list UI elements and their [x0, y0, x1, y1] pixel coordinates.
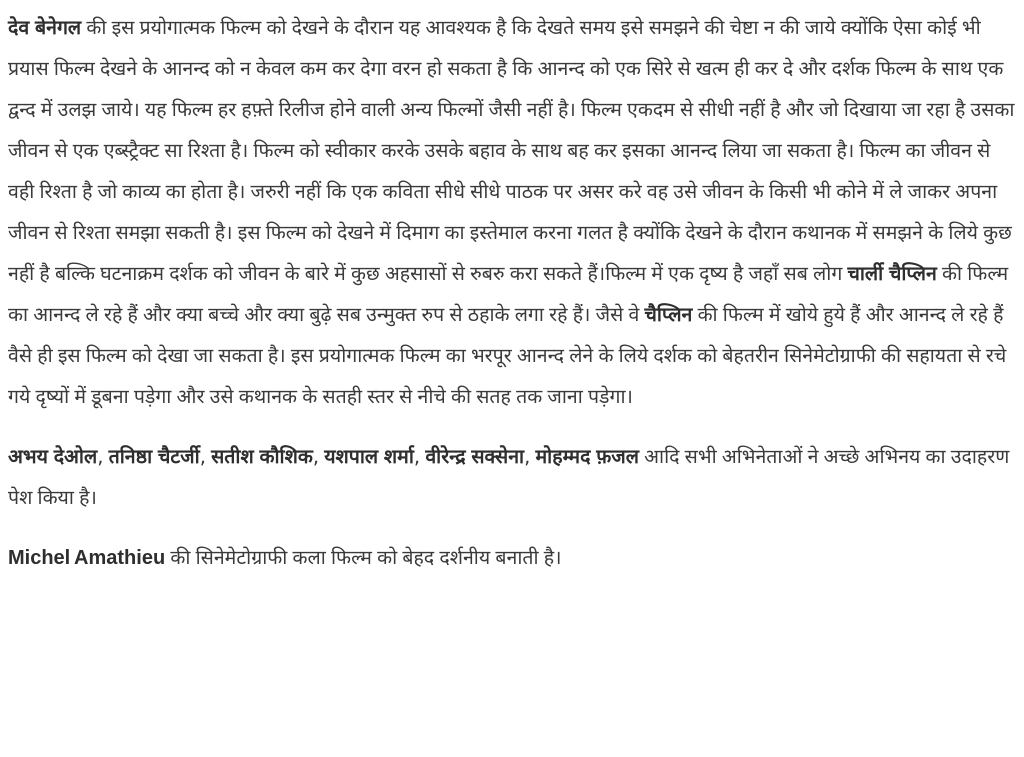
- review-text: की फिल्म में खोये हुये हैं और आनन्द ले रहे हैं वैसे ही इस फिल्म को देखा जा सकता है। इस प्रयोगात्मक फिल्म का भरपूर आनन्द लेने के लिये दर्शक को बेहतरीन सिनेमेटोग्राफी की सहायता से रचे गये दृष्यों में डूबना पड़ेगा और उसे कथानक के सतही स्तर से नीचे की सतह तक जाना पड़ेगा।: [8, 303, 1007, 408]
- cast-separator: ,: [312, 445, 325, 468]
- cinematographer-name: Michel Amathieu: [8, 547, 166, 569]
- review-text: की फिल्म का आनन्द ले रहे हैं और क्या बच्चे और क्या बुढ़े सब उन्मुक्त रुप से ठहाके लगा रहे हैं। जैसे वे: [8, 262, 1009, 326]
- review-paragraph-plot: [8, 7, 1016, 417]
- cast-name: मोहम्मद फ़जल: [535, 445, 639, 468]
- cast-name: अभय देओल: [8, 445, 98, 468]
- cast-name: यशपाल शर्मा: [324, 445, 414, 468]
- review-text: की इस प्रयोगात्मक फिल्म को देखने के दौरान यह आवश्यक है कि देखते समय इसे समझने की चेष्टा न की जाये क्योंकि ऐसा कोई भी प्रयास फिल्म देखने के आनन्द को न केवल कम कर देगा वरन हो सकता है कि आनन्द को एक सिरे से खत्म ही कर दे और दर्शक फिल्म के साथ एक द्वन्द में उलझ जाये। यह फिल्म हर हफ़्ते रिलीज होने वाली अन्य फिल्मों जैसी नहीं है। फिल्म एकदम से सीधी नहीं है और जो दिखाया जा रहा है उसका जीवन से एक एब्स्ट्रैक्ट सा रिश्ता है। फिल्म को स्वीकार करके उसके बहाव के साथ बह कर इसका आनन्द लिया जा सकता है। फिल्म का जीवन से वही रिश्ता है जो काव्य का होता है। जरुरी नहीं कि एक कविता सीधे सीधे पाठक पर असर करे वह उसे जीवन के किसी भी कोने में ले जाकर अपना जीवन से रिश्ता समझा सकती है। इस फिल्म को देखने में दिमाग का इस्तेमाल करना गलत है क्योंकि देखने के दौरान कथानक में समझने के लिये कुछ नहीं है बल्कि घटनाक्रम दर्शक को जीवन के बारे में कुछ अहसासों से रुबरु करा सकते हैं।फिल्म में एक दृष्य है जहाँ सब लोग: [8, 16, 1015, 285]
- actor-name-chaplin: चैप्लिन: [644, 303, 693, 326]
- review-article: [8, 7, 1016, 579]
- actor-name-charlie-chaplin: चार्ली चैप्लिन: [847, 262, 937, 285]
- review-paragraph-cast: [8, 436, 1016, 518]
- review-text: आदि सभी अभिनेताओं ने अच्छे अभिनय का उदाहरण पेश किया है।: [8, 445, 1010, 509]
- cast-separator: ,: [413, 445, 426, 468]
- director-name: देव बेनेगल: [8, 16, 82, 39]
- cast-name: सतीश कौशिक: [211, 445, 313, 468]
- cast-separator: ,: [524, 445, 536, 468]
- cast-separator: ,: [97, 445, 109, 468]
- cast-name: तनिष्ठा चैटर्जी: [108, 445, 200, 468]
- cast-separator: ,: [199, 445, 212, 468]
- cast-name: वीरेन्द्र सक्सेना: [425, 445, 525, 468]
- review-paragraph-cinematography: [8, 537, 1016, 579]
- review-text: की सिनेमेटोग्राफी कला फिल्म को बेहद दर्शनीय बनाती है।: [165, 546, 562, 569]
